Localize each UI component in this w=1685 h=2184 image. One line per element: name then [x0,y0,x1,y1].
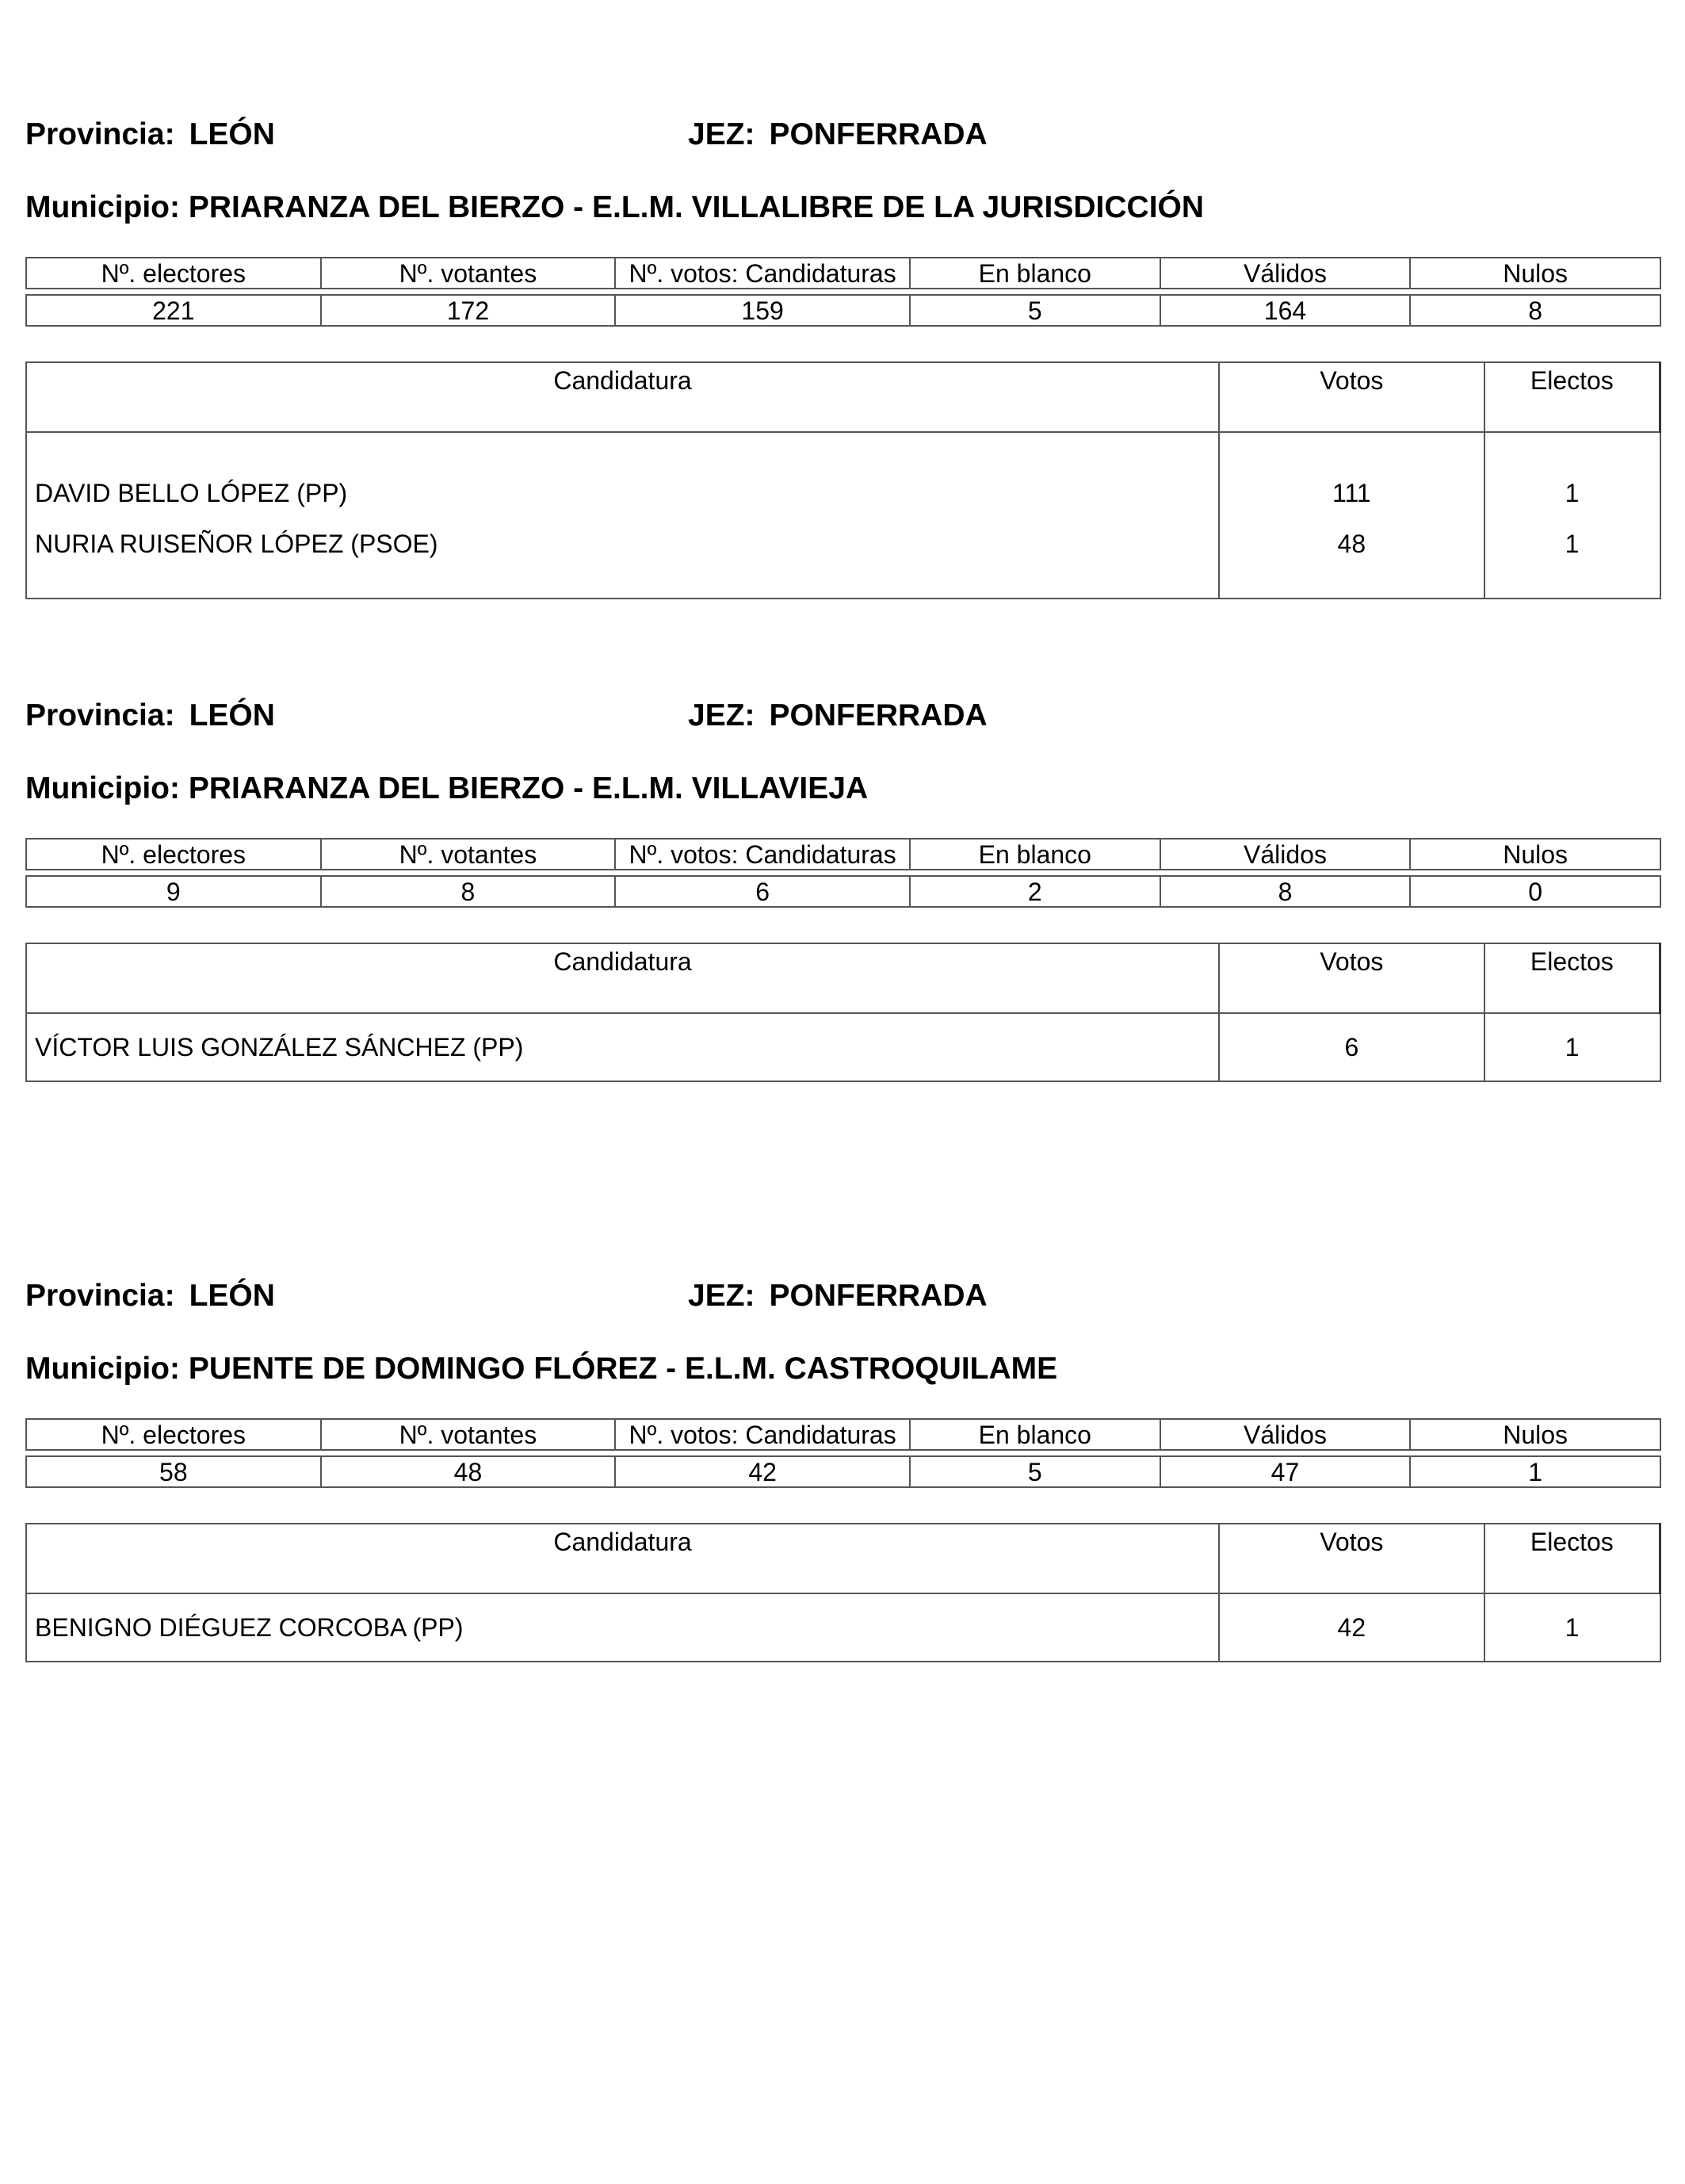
candidate-row [26,1013,1660,1081]
candidate-name: BENIGNO DIÉGUEZ CORCOBA (PP) [26,1593,1219,1662]
summary-header-electores: Nº. electores [26,1419,321,1450]
jez-value: PONFERRADA [769,1279,988,1313]
municipio-label: Municipio: [25,1352,180,1386]
electos-header: Electos [1484,362,1660,432]
candidates-header-row [26,943,1660,1013]
summary-header-en-blanco: En blanco [910,258,1160,289]
candidates-table [25,943,1661,1082]
summary-header-nulos: Nulos [1410,1419,1660,1450]
summary-nulos: 8 [1410,295,1660,326]
provincia-value: LEÓN [189,1279,275,1313]
provincia-label: Provincia: [25,1279,175,1313]
candidate-electos: 1 [1484,518,1660,599]
summary-header-votantes: Nº. votantes [321,1419,616,1450]
electos-header: Electos [1484,1524,1660,1593]
summary-table [25,838,1661,908]
municipio-line [25,773,868,804]
summary-header-votos-candidaturas: Nº. votos: Candidaturas [615,258,910,289]
jez-label: JEZ: [688,1279,755,1313]
provincia-value: LEÓN [189,698,275,732]
candidate-electos: 1 [1484,1013,1660,1081]
summary-header-electores: Nº. electores [26,258,321,289]
summary-header-validos: Válidos [1160,839,1411,870]
candidates-header-row [26,1524,1660,1593]
candidate-row [26,432,1660,518]
provincia-line [25,700,275,731]
municipio-value: PRIARANZA DEL BIERZO - E.L.M. VILLAVIEJA [188,771,869,805]
candidates-table [25,1523,1661,1662]
summary-votantes: 48 [321,1456,616,1487]
summary-votos-candidaturas: 42 [615,1456,910,1487]
jez-line [688,119,988,150]
candidate-name: NURIA RUISEÑOR LÓPEZ (PSOE) [26,518,1219,599]
summary-header-votos-candidaturas: Nº. votos: Candidaturas [615,839,910,870]
provincia-label: Provincia: [25,117,175,151]
summary-validos: 8 [1160,876,1411,907]
summary-nulos: 1 [1410,1456,1660,1487]
jez-value: PONFERRADA [769,698,988,732]
summary-votos-candidaturas: 159 [615,295,910,326]
summary-value-row [26,876,1660,907]
summary-header-votos-candidaturas: Nº. votos: Candidaturas [615,1419,910,1450]
candidate-votos: 42 [1219,1593,1484,1662]
candidate-electos: 1 [1484,432,1660,518]
summary-header-validos: Válidos [1160,1419,1411,1450]
candidatura-header: Candidatura [26,943,1219,1013]
summary-value-row [26,295,1660,326]
jez-value: PONFERRADA [769,117,988,151]
municipio-line [25,1353,1057,1384]
summary-electores: 9 [26,876,321,907]
provincia-label: Provincia: [25,698,175,732]
candidate-electos: 1 [1484,1593,1660,1662]
summary-votantes: 172 [321,295,616,326]
candidate-votos: 6 [1219,1013,1484,1081]
provincia-line [25,119,275,150]
jez-line [688,700,988,731]
candidatura-header: Candidatura [26,362,1219,432]
summary-en-blanco: 5 [910,1456,1160,1487]
candidate-row [26,1593,1660,1662]
candidatura-header: Candidatura [26,1524,1219,1593]
summary-validos: 47 [1160,1456,1411,1487]
jez-line [688,1280,988,1311]
summary-header-en-blanco: En blanco [910,839,1160,870]
jez-label: JEZ: [688,117,755,151]
summary-nulos: 0 [1410,876,1660,907]
summary-header-validos: Válidos [1160,258,1411,289]
municipio-value: PUENTE DE DOMINGO FLÓREZ - E.L.M. CASTROQUILAME [188,1352,1058,1386]
summary-table [25,1418,1661,1488]
summary-en-blanco: 5 [910,295,1160,326]
provincia-line [25,1280,275,1311]
summary-header-row [26,1419,1660,1450]
candidate-votos: 48 [1219,518,1484,599]
electos-header: Electos [1484,943,1660,1013]
summary-table [25,257,1661,327]
summary-header-row [26,258,1660,289]
summary-header-electores: Nº. electores [26,839,321,870]
provincia-value: LEÓN [189,117,275,151]
candidates-header-row [26,362,1660,432]
municipio-label: Municipio: [25,190,180,224]
summary-electores: 58 [26,1456,321,1487]
votos-header: Votos [1219,362,1484,432]
jez-label: JEZ: [688,698,755,732]
candidate-name: DAVID BELLO LÓPEZ (PP) [26,432,1219,518]
summary-header-en-blanco: En blanco [910,1419,1160,1450]
summary-validos: 164 [1160,295,1411,326]
candidates-table [25,361,1661,599]
votos-header: Votos [1219,1524,1484,1593]
summary-header-row [26,839,1660,870]
summary-header-nulos: Nulos [1410,839,1660,870]
candidate-name: VÍCTOR LUIS GONZÁLEZ SÁNCHEZ (PP) [26,1013,1219,1081]
candidate-votos: 111 [1219,432,1484,518]
candidate-row [26,518,1660,599]
summary-header-votantes: Nº. votantes [321,258,616,289]
summary-electores: 221 [26,295,321,326]
municipio-line [25,192,1204,223]
municipio-label: Municipio: [25,771,180,805]
summary-votos-candidaturas: 6 [615,876,910,907]
votos-header: Votos [1219,943,1484,1013]
summary-value-row [26,1456,1660,1487]
summary-header-votantes: Nº. votantes [321,839,616,870]
summary-en-blanco: 2 [910,876,1160,907]
summary-header-nulos: Nulos [1410,258,1660,289]
municipio-value: PRIARANZA DEL BIERZO - E.L.M. VILLALIBRE DE LA JURISDICCIÓN [188,190,1205,224]
summary-votantes: 8 [321,876,616,907]
